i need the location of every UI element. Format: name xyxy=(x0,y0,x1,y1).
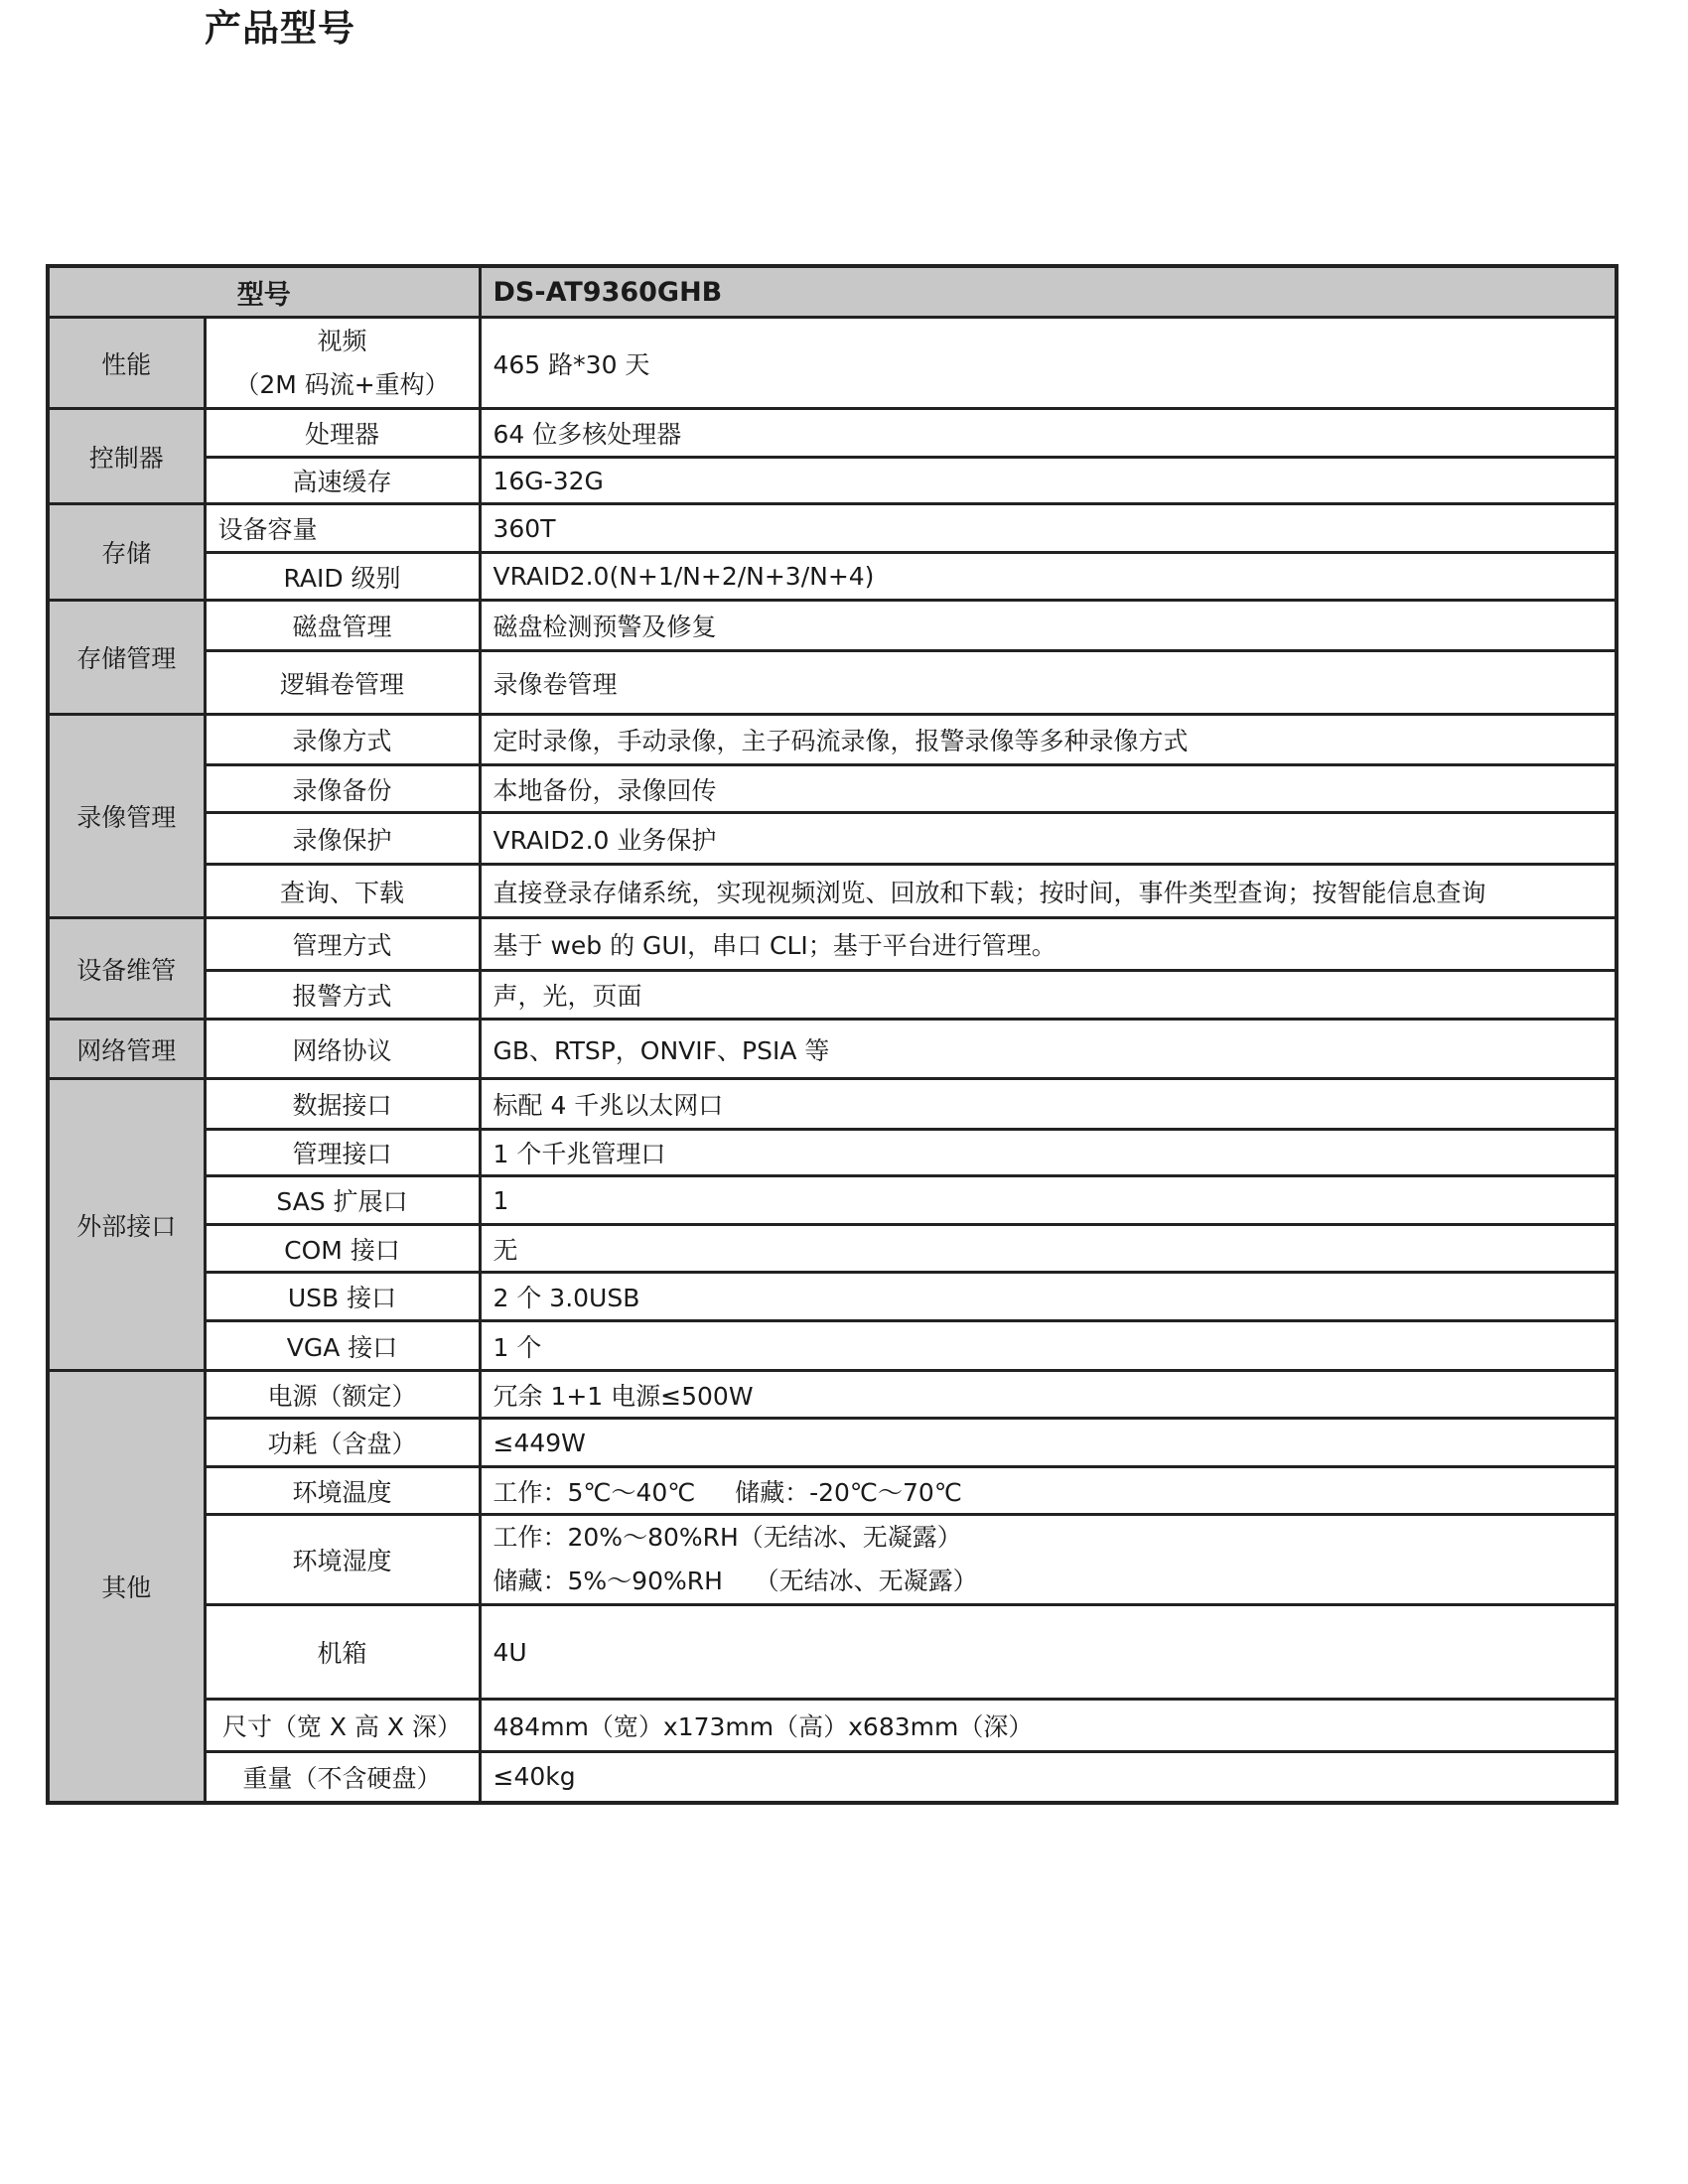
spec-value: 360T xyxy=(492,513,556,543)
spec-value: 录像卷管理 xyxy=(492,669,618,699)
spec-label-cell xyxy=(205,1176,480,1225)
spec-label-cell xyxy=(205,971,480,1020)
spec-value: 标配 4 千兆以太网口 xyxy=(492,1091,724,1120)
category-cell: 外部接口 xyxy=(48,1079,205,1371)
spec-label-cell xyxy=(205,1752,480,1803)
spec-label: 设备容量 xyxy=(217,515,318,544)
spec-table xyxy=(46,264,1618,1805)
table-row xyxy=(48,1079,1617,1130)
spec-value: 64 位多核处理器 xyxy=(492,420,682,449)
spec-label-cell xyxy=(205,1130,480,1176)
table-row xyxy=(48,1752,1617,1803)
table-row xyxy=(48,1700,1617,1752)
spec-value: 储藏：5%～90%RH （无结冰、无凝露） xyxy=(492,1567,978,1595)
spec-value-cell xyxy=(480,504,1617,553)
spec-label: SAS 扩展口 xyxy=(276,1187,408,1216)
spec-value: 声，光，页面 xyxy=(492,982,642,1011)
spec-label-cell xyxy=(205,409,480,458)
table-row xyxy=(48,971,1617,1020)
spec-value: 无 xyxy=(492,1235,518,1265)
spec-label-cell xyxy=(205,865,480,918)
spec-label-cell xyxy=(205,765,480,813)
header-label: 型号 xyxy=(48,266,480,318)
spec-label-cell xyxy=(205,1273,480,1321)
spec-label-cell xyxy=(205,651,480,715)
spec-label-cell xyxy=(205,1225,480,1273)
spec-label: USB 接口 xyxy=(287,1284,397,1312)
spec-value-cell xyxy=(480,1225,1617,1273)
table-row xyxy=(48,1605,1617,1700)
spec-label: 高速缓存 xyxy=(292,468,392,496)
spec-label: 管理接口 xyxy=(292,1140,392,1168)
spec-value-cell xyxy=(480,1419,1617,1467)
category-cell: 存储 xyxy=(48,504,205,601)
spec-value: VRAID2.0 业务保护 xyxy=(492,825,717,855)
spec-value-cell xyxy=(480,409,1617,458)
spec-label: VGA 接口 xyxy=(286,1332,398,1362)
spec-value-cell xyxy=(480,1321,1617,1371)
spec-label-cell xyxy=(205,1515,480,1605)
spec-value-cell xyxy=(480,1700,1617,1752)
spec-label: 查询、下载 xyxy=(279,878,404,907)
table-row xyxy=(48,865,1617,918)
table-row xyxy=(48,765,1617,813)
spec-label: 环境湿度 xyxy=(292,1547,392,1575)
spec-label: 电源（额定） xyxy=(267,1381,417,1411)
spec-label: 录像方式 xyxy=(292,727,392,755)
spec-label-cell xyxy=(205,918,480,971)
category-cell: 网络管理 xyxy=(48,1020,205,1079)
spec-label-cell xyxy=(205,318,480,409)
spec-value-cell xyxy=(480,318,1617,409)
spec-label-cell xyxy=(205,458,480,504)
table-row xyxy=(48,1273,1617,1321)
spec-value-cell xyxy=(480,458,1617,504)
spec-label: 环境温度 xyxy=(292,1477,392,1507)
spec-value-cell xyxy=(480,1371,1617,1419)
spec-value: 1 个千兆管理口 xyxy=(492,1140,666,1168)
table-row xyxy=(48,918,1617,971)
spec-value: 冗余 1+1 电源≤500W xyxy=(492,1381,754,1411)
spec-label: 管理方式 xyxy=(292,931,392,960)
table-row xyxy=(48,1371,1617,1419)
table-header-row xyxy=(48,266,1617,318)
table-row xyxy=(48,1130,1617,1176)
spec-label: 数据接口 xyxy=(292,1091,392,1120)
table-row xyxy=(48,1020,1617,1079)
spec-value-cell xyxy=(480,971,1617,1020)
page-title: 产品型号 xyxy=(205,7,355,50)
table-row xyxy=(48,813,1617,865)
spec-value: VRAID2.0(N+1/N+2/N+3/N+4) xyxy=(492,562,875,591)
spec-label-cell xyxy=(205,601,480,651)
table-row xyxy=(48,1515,1617,1605)
spec-value-cell xyxy=(480,1130,1617,1176)
spec-value: 工作：20%～80%RH（无结冰、无凝露） xyxy=(492,1523,962,1552)
spec-value: ≤40kg xyxy=(492,1762,576,1792)
spec-label: COM 接口 xyxy=(284,1235,400,1265)
spec-label-cell xyxy=(205,1467,480,1515)
spec-value-cell xyxy=(480,601,1617,651)
spec-label-cell xyxy=(205,504,480,553)
spec-value: 定时录像，手动录像，主子码流录像，报警录像等多种录像方式 xyxy=(492,727,1189,755)
spec-label-cell xyxy=(205,1371,480,1419)
spec-label-cell xyxy=(205,1020,480,1079)
table-row xyxy=(48,1321,1617,1371)
spec-value: GB、RTSP，ONVIF、PSIA 等 xyxy=(492,1035,830,1065)
spec-label: 尺寸（宽 X 高 X 深） xyxy=(221,1712,463,1741)
spec-label: 网络协议 xyxy=(292,1035,392,1065)
spec-label: 逻辑卷管理 xyxy=(279,669,404,699)
spec-label: 处理器 xyxy=(304,420,379,449)
spec-label: 录像备份 xyxy=(292,775,392,805)
table-row xyxy=(48,1176,1617,1225)
spec-value-cell xyxy=(480,1273,1617,1321)
spec-value-cell xyxy=(480,765,1617,813)
table-row xyxy=(48,458,1617,504)
spec-label-cell xyxy=(205,1700,480,1752)
category-cell: 录像管理 xyxy=(48,715,205,918)
spec-value: 16G-32G xyxy=(492,466,604,495)
category-cell: 控制器 xyxy=(48,409,205,504)
spec-value-cell xyxy=(480,1467,1617,1515)
spec-value: 4U xyxy=(492,1637,527,1667)
table-row xyxy=(48,715,1617,765)
spec-value-cell xyxy=(480,1020,1617,1079)
table-row xyxy=(48,1467,1617,1515)
spec-label: 磁盘管理 xyxy=(292,613,392,641)
spec-label-cell xyxy=(205,1605,480,1700)
header-model: DS-AT9360GHB xyxy=(480,266,1617,318)
table-row xyxy=(48,318,1617,409)
spec-label-cell xyxy=(205,1419,480,1467)
spec-label: RAID 级别 xyxy=(283,563,401,593)
spec-label-cell xyxy=(205,1321,480,1371)
spec-value-cell xyxy=(480,1752,1617,1803)
spec-value: 465 路*30 天 xyxy=(492,349,650,379)
spec-value-cell xyxy=(480,1515,1617,1605)
spec-value: 直接登录存储系统，实现视频浏览、回放和下载；按时间，事件类型查询；按智能信息查询 xyxy=(492,878,1486,907)
spec-value-cell xyxy=(480,918,1617,971)
table-row xyxy=(48,504,1617,553)
spec-value: 2 个 3.0USB xyxy=(492,1284,640,1312)
table-row xyxy=(48,601,1617,651)
spec-label: 录像保护 xyxy=(292,825,392,855)
spec-label: 重量（不含硬盘） xyxy=(242,1763,442,1793)
category-cell: 设备维管 xyxy=(48,918,205,1020)
spec-label-cell xyxy=(205,553,480,601)
spec-label: 功耗（含盘） xyxy=(267,1430,417,1458)
category-cell: 其他 xyxy=(48,1371,205,1803)
spec-value: 基于 web 的 GUI，串口 CLI；基于平台进行管理。 xyxy=(492,931,1056,960)
spec-value: 1 xyxy=(492,1185,509,1215)
spec-value-cell xyxy=(480,813,1617,865)
spec-label: 报警方式 xyxy=(292,982,392,1011)
spec-label-cell xyxy=(205,715,480,765)
spec-value: 工作：5℃～40℃ 储藏：-20℃～70℃ xyxy=(492,1477,962,1507)
table-row xyxy=(48,409,1617,458)
spec-value-cell xyxy=(480,715,1617,765)
table-row xyxy=(48,553,1617,601)
spec-value-cell xyxy=(480,651,1617,715)
spec-value: 本地备份，录像回传 xyxy=(492,775,717,805)
spec-value: 484mm（宽）x173mm（高）x683mm（深） xyxy=(492,1712,1034,1741)
spec-label-cell xyxy=(205,813,480,865)
table-row xyxy=(48,651,1617,715)
spec-value-cell xyxy=(480,553,1617,601)
spec-value-cell xyxy=(480,865,1617,918)
spec-value: 磁盘检测预警及修复 xyxy=(492,613,717,641)
category-cell: 性能 xyxy=(48,318,205,409)
spec-label: 视频 xyxy=(317,326,367,355)
spec-label: （2M 码流+重构） xyxy=(234,369,450,399)
category-cell: 存储管理 xyxy=(48,601,205,715)
spec-value-cell xyxy=(480,1605,1617,1700)
table-row xyxy=(48,1419,1617,1467)
spec-value: 1 个 xyxy=(492,1332,542,1362)
table-row xyxy=(48,1225,1617,1273)
spec-label-cell xyxy=(205,1079,480,1130)
spec-value-cell xyxy=(480,1176,1617,1225)
spec-label: 机箱 xyxy=(317,1639,367,1668)
spec-value-cell xyxy=(480,1079,1617,1130)
spec-value: ≤449W xyxy=(492,1428,586,1457)
spec-body xyxy=(48,318,1617,1803)
